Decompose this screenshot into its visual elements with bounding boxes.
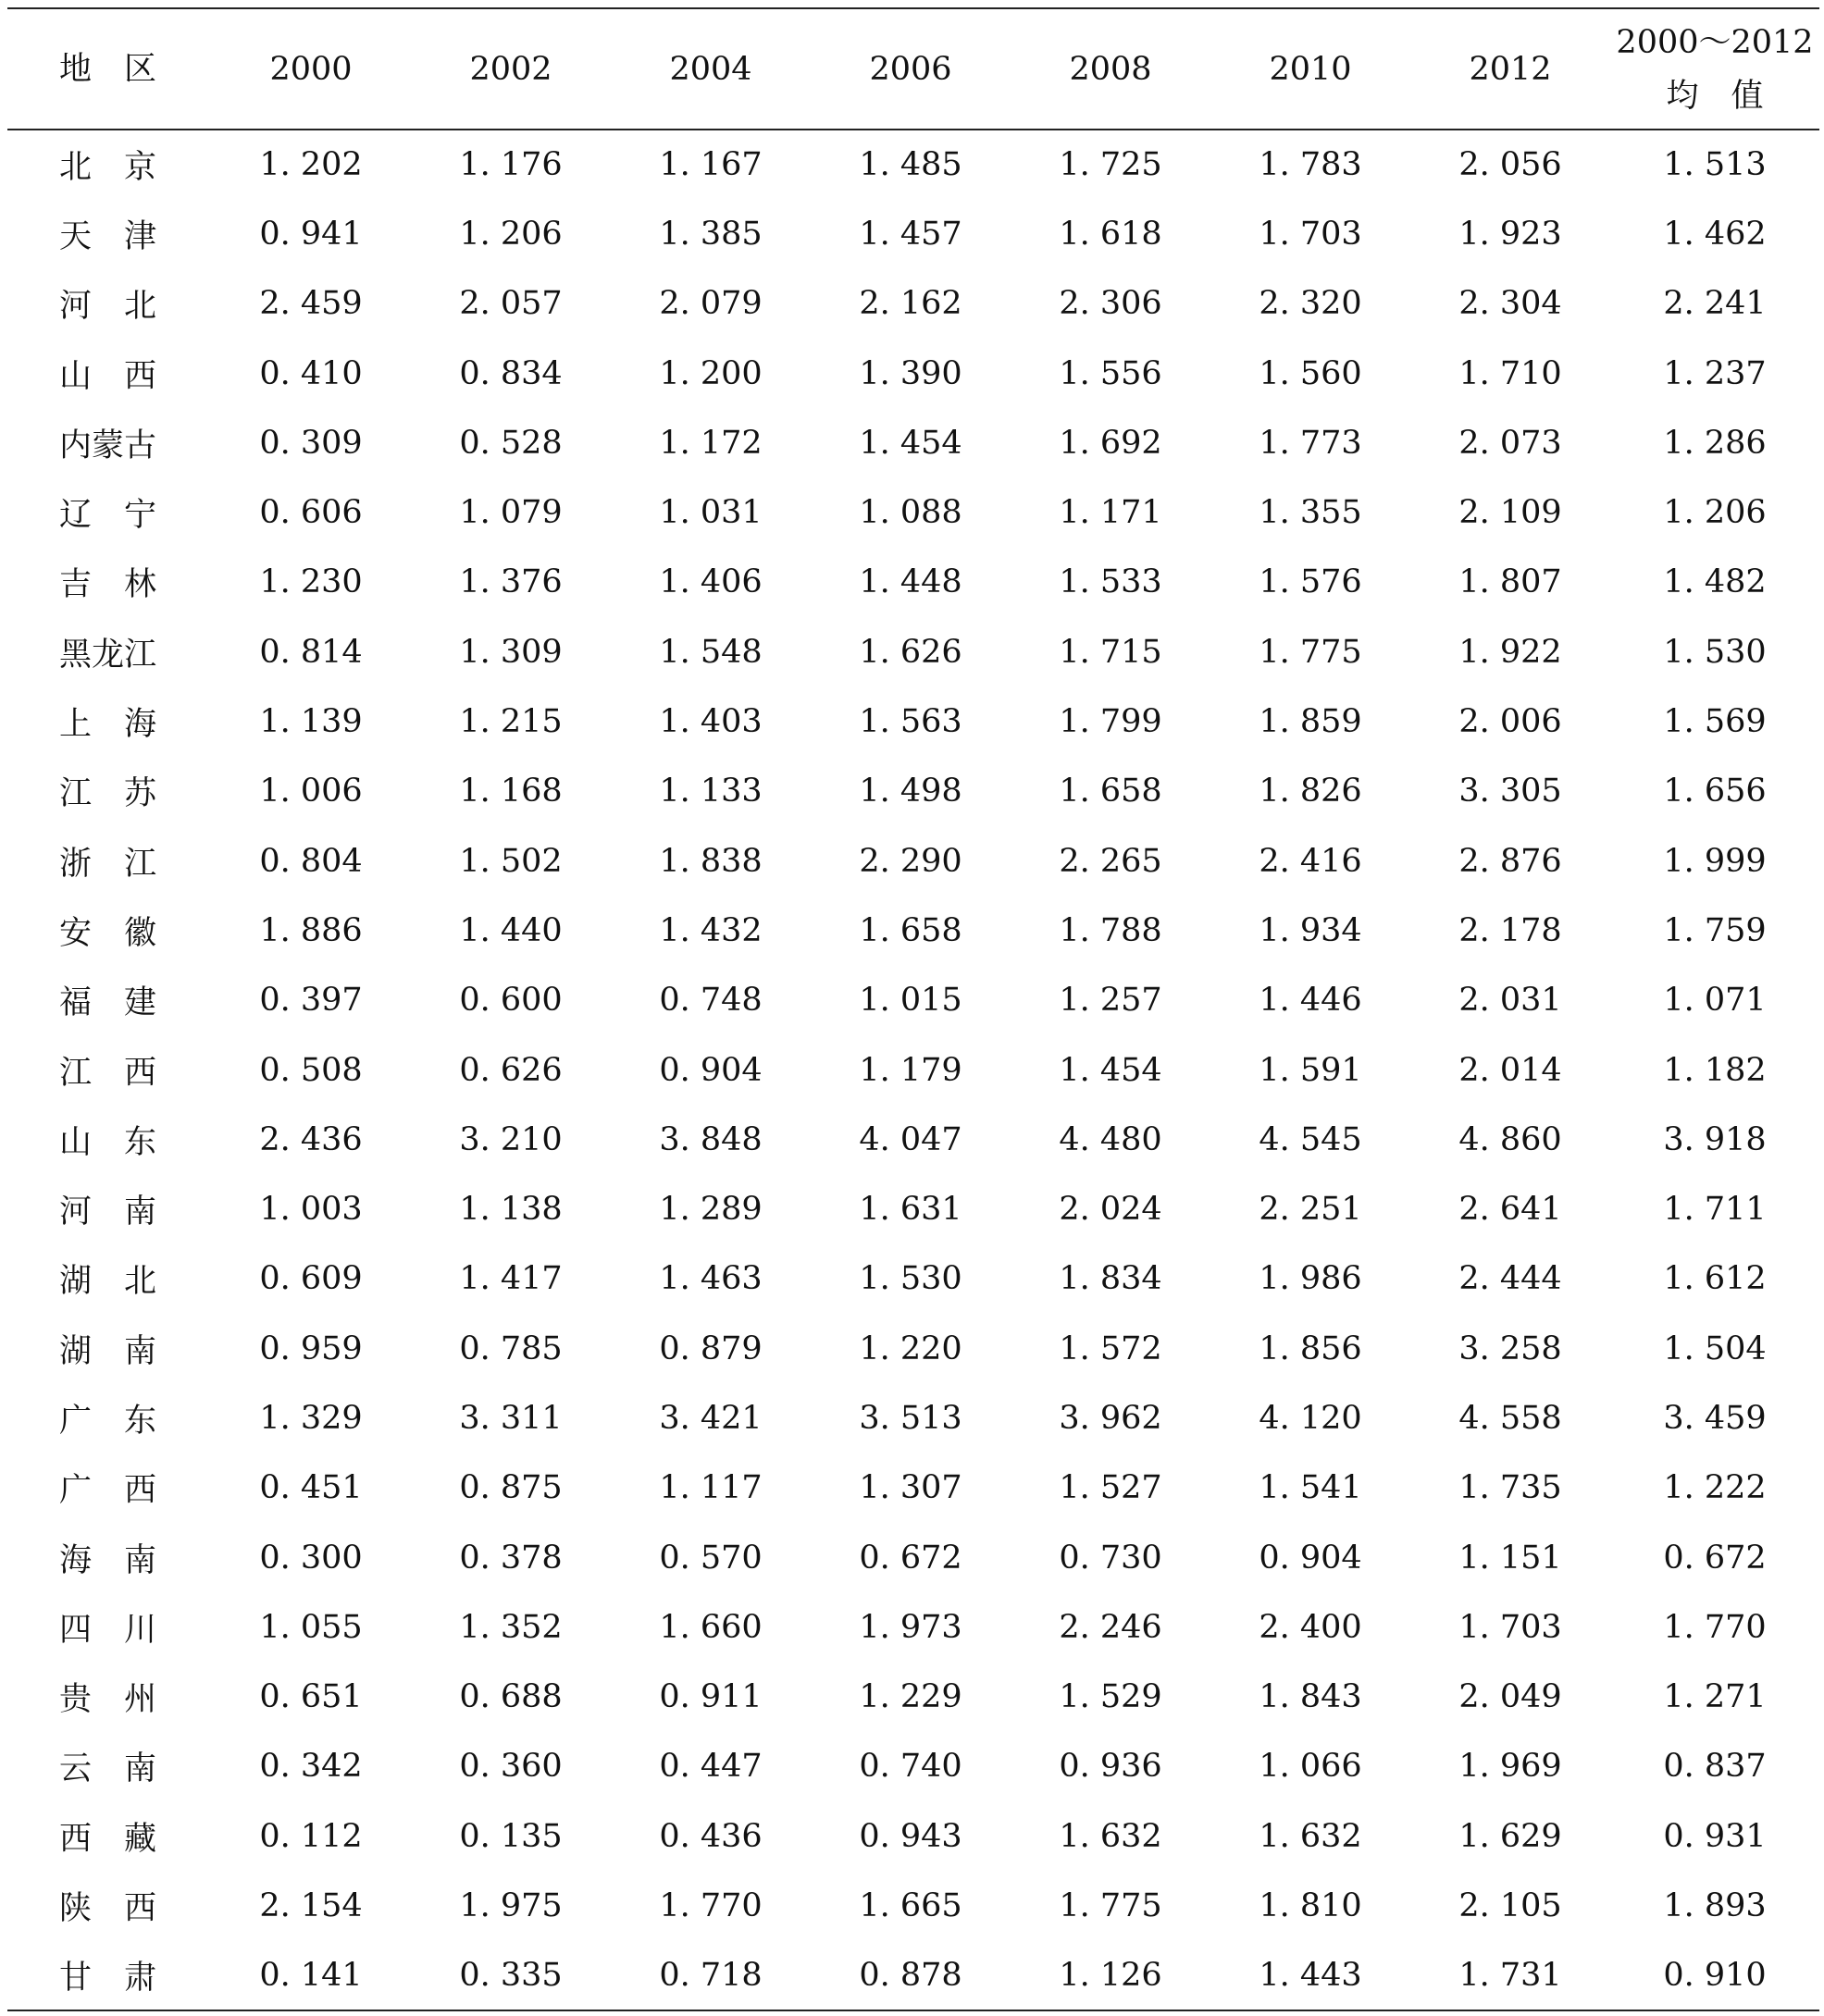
- region-cell: 四 川: [59, 1611, 157, 1649]
- value-cell-mean: 1. 999: [1663, 842, 1767, 880]
- value-cell-2000: 0. 814: [259, 633, 363, 671]
- value-cell-2012: 4. 860: [1458, 1120, 1562, 1158]
- value-cell-2002: 3. 311: [459, 1399, 563, 1437]
- value-cell-2012: 3. 258: [1458, 1330, 1562, 1367]
- table-row: [7, 826, 1819, 896]
- header-year-2006: 2006: [811, 8, 1011, 130]
- region-cell: 江 苏: [59, 775, 157, 813]
- value-cell-2000: 0. 397: [259, 982, 363, 1020]
- value-cell-2010: 1. 541: [1259, 1469, 1362, 1507]
- value-cell-2000: 1. 886: [259, 911, 363, 949]
- value-cell-2006: 1. 973: [859, 1608, 962, 1646]
- value-cell-2004: 0. 436: [659, 1817, 763, 1855]
- header-mean-period: 2000～2012: [1616, 23, 1814, 61]
- value-cell-2012: 2. 105: [1458, 1887, 1562, 1925]
- value-cell-mean: 0. 910: [1610, 1941, 1819, 2010]
- value-cell-mean: 1. 530: [1663, 633, 1767, 671]
- value-cell-2010: 2. 251: [1259, 1191, 1362, 1229]
- value-cell-2004: 1. 289: [659, 1191, 763, 1229]
- value-cell-2006: 1. 229: [859, 1678, 962, 1716]
- value-cell-2000: 0. 410: [259, 354, 363, 392]
- value-cell-2008: 1. 572: [1059, 1330, 1162, 1367]
- value-cell-2000: 0. 300: [259, 1539, 363, 1577]
- value-cell-mean: 1. 504: [1663, 1330, 1767, 1367]
- header-mean-label: 均 值: [1666, 77, 1764, 115]
- value-cell-2004: 0. 748: [659, 982, 763, 1020]
- value-cell-2010: 1. 443: [1210, 1941, 1410, 2010]
- value-cell-2006: 1. 631: [859, 1191, 962, 1229]
- value-cell-2008: 1. 556: [1059, 354, 1162, 392]
- value-cell-2010: 1. 986: [1259, 1260, 1362, 1298]
- value-cell-2004: 1. 167: [659, 146, 763, 184]
- value-cell-2004: 1. 403: [659, 703, 763, 741]
- value-cell-2010: 1. 576: [1259, 563, 1362, 601]
- value-cell-2006: 1. 626: [859, 633, 962, 671]
- value-cell-2006: 0. 672: [859, 1539, 962, 1577]
- value-cell-2012: 1. 923: [1458, 215, 1562, 253]
- value-cell-2000: 0. 112: [259, 1817, 363, 1855]
- value-cell-2002: 1. 502: [459, 842, 563, 880]
- table-row: [7, 1314, 1819, 1383]
- region-cell: 天 津: [59, 217, 157, 255]
- value-cell-2010: 1. 773: [1259, 424, 1362, 462]
- value-cell-2010: 1. 856: [1259, 1330, 1362, 1367]
- value-cell-mean: 1. 656: [1663, 773, 1767, 810]
- value-cell-2002: 0. 875: [459, 1469, 563, 1507]
- value-cell-2006: 1. 457: [859, 215, 962, 253]
- region-cell: 甘 肃: [7, 1941, 211, 2010]
- value-cell-2012: 2. 109: [1458, 494, 1562, 532]
- value-cell-2008: 1. 658: [1059, 773, 1162, 810]
- table-row: [7, 1453, 1819, 1523]
- data-table: [7, 7, 1819, 2011]
- value-cell-2002: 0. 600: [459, 982, 563, 1020]
- value-cell-mean: 1. 222: [1663, 1469, 1767, 1507]
- value-cell-2000: 2. 459: [259, 285, 363, 323]
- value-cell-2010: 1. 783: [1259, 146, 1362, 184]
- region-cell: 河 南: [59, 1194, 157, 1231]
- value-cell-2006: 1. 454: [859, 424, 962, 462]
- value-cell-2012: 1. 151: [1458, 1539, 1562, 1577]
- value-cell-mean: 1. 237: [1663, 354, 1767, 392]
- value-cell-2004: 0. 570: [659, 1539, 763, 1577]
- region-cell: 陕 西: [59, 1890, 157, 1928]
- value-cell-2008: 1. 775: [1059, 1887, 1162, 1925]
- value-cell-mean: 1. 612: [1663, 1260, 1767, 1298]
- value-cell-2000: 1. 202: [259, 146, 363, 184]
- region-cell: 贵 州: [59, 1681, 157, 1719]
- table-row: [7, 617, 1819, 686]
- value-cell-mean: 1. 770: [1663, 1608, 1767, 1646]
- region-cell: 湖 南: [59, 1332, 157, 1370]
- region-cell: 西 藏: [59, 1820, 157, 1858]
- value-cell-2004: 3. 421: [659, 1399, 763, 1437]
- region-cell: 浙 江: [59, 845, 157, 883]
- table-row: [7, 1244, 1819, 1314]
- value-cell-mean: 1. 271: [1663, 1678, 1767, 1716]
- value-cell-2000: 0. 309: [259, 424, 363, 462]
- value-cell-2004: 1. 838: [659, 842, 763, 880]
- value-cell-2004: 1. 432: [659, 911, 763, 949]
- value-cell-2006: 1. 530: [859, 1260, 962, 1298]
- value-cell-2012: 1. 922: [1458, 633, 1562, 671]
- value-cell-2012: 2. 006: [1458, 703, 1562, 741]
- value-cell-2010: 1. 703: [1259, 215, 1362, 253]
- value-cell-mean: 0. 672: [1663, 1539, 1767, 1577]
- value-cell-2004: 1. 770: [659, 1887, 763, 1925]
- value-cell-2006: 1. 658: [859, 911, 962, 949]
- table-row: [7, 199, 1819, 268]
- table-row: [7, 269, 1819, 339]
- value-cell-mean: 1. 569: [1663, 703, 1767, 741]
- value-cell-2000: 2. 154: [259, 1887, 363, 1925]
- value-cell-2002: 1. 440: [459, 911, 563, 949]
- table-row: [7, 896, 1819, 965]
- value-cell-2012: 1. 969: [1458, 1748, 1562, 1786]
- value-cell-2004: 1. 133: [659, 773, 763, 810]
- value-cell-2006: 2. 290: [859, 842, 962, 880]
- value-cell-2012: 2. 304: [1458, 285, 1562, 323]
- value-cell-2002: 1. 168: [459, 773, 563, 810]
- table-body: [7, 130, 1819, 2010]
- value-cell-2012: 1. 703: [1458, 1608, 1562, 1646]
- value-cell-2002: 1. 376: [459, 563, 563, 601]
- value-cell-2002: 1. 215: [459, 703, 563, 741]
- value-cell-2004: 0. 904: [659, 1051, 763, 1089]
- value-cell-2004: 1. 172: [659, 424, 763, 462]
- value-cell-2002: 3. 210: [459, 1120, 563, 1158]
- value-cell-2006: 1. 088: [859, 494, 962, 532]
- value-cell-2006: 2. 162: [859, 285, 962, 323]
- value-cell-2008: 1. 799: [1059, 703, 1162, 741]
- table-row: [7, 1383, 1819, 1453]
- value-cell-2000: 0. 342: [259, 1748, 363, 1786]
- table-row: [7, 1035, 1819, 1105]
- value-cell-2002: 0. 360: [459, 1748, 563, 1786]
- value-cell-2004: 3. 848: [659, 1120, 763, 1158]
- value-cell-2010: 1. 934: [1259, 911, 1362, 949]
- value-cell-2006: 1. 485: [859, 146, 962, 184]
- value-cell-2006: 1. 390: [859, 354, 962, 392]
- region-cell: 广 西: [59, 1472, 157, 1510]
- value-cell-2008: 1. 454: [1059, 1051, 1162, 1089]
- value-cell-mean: 2. 241: [1663, 285, 1767, 323]
- value-cell-2012: 1. 807: [1458, 563, 1562, 601]
- value-cell-mean: 1. 286: [1663, 424, 1767, 462]
- value-cell-2008: 1. 618: [1059, 215, 1162, 253]
- table-row: [7, 686, 1819, 756]
- value-cell-2004: 0. 911: [659, 1678, 763, 1716]
- value-cell-2008: 1. 692: [1059, 424, 1162, 462]
- value-cell-2010: 1. 843: [1259, 1678, 1362, 1716]
- value-cell-2010: 1. 775: [1259, 633, 1362, 671]
- value-cell-2010: 4. 120: [1259, 1399, 1362, 1437]
- region-cell: 内蒙古: [59, 427, 157, 464]
- value-cell-2002: 0. 135: [459, 1817, 563, 1855]
- header-year-2000: 2000: [211, 8, 411, 130]
- region-cell: 北 京: [59, 149, 157, 187]
- region-cell: 广 东: [59, 1402, 157, 1440]
- value-cell-mean: 3. 459: [1663, 1399, 1767, 1437]
- value-cell-2004: 1. 200: [659, 354, 763, 392]
- value-cell-2008: 2. 306: [1059, 285, 1162, 323]
- value-cell-2004: 1. 548: [659, 633, 763, 671]
- value-cell-2000: 1. 329: [259, 1399, 363, 1437]
- value-cell-2004: 1. 660: [659, 1608, 763, 1646]
- table-row: [7, 1523, 1819, 1592]
- value-cell-2008: 1. 527: [1059, 1469, 1162, 1507]
- value-cell-2004: 1. 117: [659, 1469, 763, 1507]
- value-cell-2012: 3. 305: [1458, 773, 1562, 810]
- value-cell-2010: 1. 446: [1259, 982, 1362, 1020]
- table-row: [7, 1592, 1819, 1662]
- value-cell-mean: 1. 711: [1663, 1191, 1767, 1229]
- value-cell-2006: 1. 448: [859, 563, 962, 601]
- value-cell-2006: 1. 179: [859, 1051, 962, 1089]
- value-cell-2010: 1. 826: [1259, 773, 1362, 810]
- value-cell-2002: 0. 834: [459, 354, 563, 392]
- table-row: [7, 757, 1819, 826]
- value-cell-2006: 0. 740: [859, 1748, 962, 1786]
- value-cell-2012: 1. 735: [1458, 1469, 1562, 1507]
- table-row: [7, 339, 1819, 408]
- value-cell-2002: 0. 626: [459, 1051, 563, 1089]
- header-row: [7, 8, 1819, 130]
- value-cell-2000: 1. 139: [259, 703, 363, 741]
- value-cell-2012: 2. 073: [1458, 424, 1562, 462]
- table-row: [7, 1174, 1819, 1243]
- value-cell-2012: 2. 876: [1458, 842, 1562, 880]
- table-header: [7, 8, 1819, 130]
- value-cell-2000: 0. 141: [211, 1941, 411, 2010]
- value-cell-2008: 2. 246: [1059, 1608, 1162, 1646]
- value-cell-mean: 1. 462: [1663, 215, 1767, 253]
- value-cell-2012: 1. 731: [1410, 1941, 1610, 2010]
- table-row: [7, 966, 1819, 1035]
- table-row: [7, 1663, 1819, 1732]
- value-cell-mean: 1. 759: [1663, 911, 1767, 949]
- table-row: [7, 1801, 1819, 1871]
- value-cell-2010: 1. 632: [1259, 1817, 1362, 1855]
- value-cell-2006: 0. 878: [811, 1941, 1011, 2010]
- value-cell-2004: 0. 879: [659, 1330, 763, 1367]
- value-cell-mean: 1. 893: [1663, 1887, 1767, 1925]
- value-cell-2006: 1. 015: [859, 982, 962, 1020]
- header-year-2012: 2012: [1410, 8, 1610, 130]
- table-row: [7, 1105, 1819, 1174]
- value-cell-2000: 0. 451: [259, 1469, 363, 1507]
- table-row: [7, 1941, 1819, 2010]
- table-row: [7, 408, 1819, 477]
- value-cell-2000: 1. 055: [259, 1608, 363, 1646]
- value-cell-2006: 1. 563: [859, 703, 962, 741]
- value-cell-2000: 0. 609: [259, 1260, 363, 1298]
- value-cell-2012: 1. 710: [1458, 354, 1562, 392]
- value-cell-2002: 0. 528: [459, 424, 563, 462]
- value-cell-2006: 1. 665: [859, 1887, 962, 1925]
- value-cell-2010: 2. 320: [1259, 285, 1362, 323]
- value-cell-2000: 0. 651: [259, 1678, 363, 1716]
- value-cell-mean: 1. 206: [1663, 494, 1767, 532]
- value-cell-2008: 1. 788: [1059, 911, 1162, 949]
- value-cell-2010: 0. 904: [1259, 1539, 1362, 1577]
- table-row: [7, 1732, 1819, 1801]
- value-cell-2010: 1. 591: [1259, 1051, 1362, 1089]
- region-cell: 黑龙江: [59, 636, 157, 674]
- header-year-2008: 2008: [1011, 8, 1210, 130]
- value-cell-2004: 0. 447: [659, 1748, 763, 1786]
- value-cell-2012: 2. 444: [1458, 1260, 1562, 1298]
- region-cell: 山 西: [59, 357, 157, 395]
- value-cell-2002: 1. 079: [459, 494, 563, 532]
- value-cell-2012: 2. 178: [1458, 911, 1562, 949]
- value-cell-mean: 1. 182: [1663, 1051, 1767, 1089]
- value-cell-2006: 0. 943: [859, 1817, 962, 1855]
- value-cell-mean: 0. 837: [1663, 1748, 1767, 1786]
- table-row: [7, 477, 1819, 547]
- value-cell-2002: 0. 688: [459, 1678, 563, 1716]
- region-cell: 江 西: [59, 1054, 157, 1092]
- value-cell-2012: 1. 629: [1458, 1817, 1562, 1855]
- value-cell-2004: 1. 031: [659, 494, 763, 532]
- table-row: [7, 1871, 1819, 1940]
- value-cell-2002: 0. 335: [411, 1941, 611, 2010]
- value-cell-2004: 1. 385: [659, 215, 763, 253]
- value-cell-2010: 1. 355: [1259, 494, 1362, 532]
- value-cell-2004: 2. 079: [659, 285, 763, 323]
- value-cell-2008: 1. 126: [1011, 1941, 1210, 2010]
- value-cell-2000: 0. 941: [259, 215, 363, 253]
- value-cell-2000: 0. 508: [259, 1051, 363, 1089]
- value-cell-2004: 1. 463: [659, 1260, 763, 1298]
- value-cell-2008: 1. 834: [1059, 1260, 1162, 1298]
- value-cell-2002: 1. 176: [459, 146, 563, 184]
- value-cell-2010: 4. 545: [1259, 1120, 1362, 1158]
- value-cell-2008: 1. 715: [1059, 633, 1162, 671]
- value-cell-2012: 2. 641: [1458, 1191, 1562, 1229]
- value-cell-2002: 1. 975: [459, 1887, 563, 1925]
- value-cell-2000: 1. 006: [259, 773, 363, 810]
- value-cell-2000: 0. 606: [259, 494, 363, 532]
- value-cell-2000: 0. 959: [259, 1330, 363, 1367]
- value-cell-2006: 1. 307: [859, 1469, 962, 1507]
- value-cell-mean: 0. 931: [1663, 1817, 1767, 1855]
- value-cell-2002: 1. 138: [459, 1191, 563, 1229]
- value-cell-2008: 2. 265: [1059, 842, 1162, 880]
- value-cell-2002: 0. 378: [459, 1539, 563, 1577]
- table-row: [7, 130, 1819, 199]
- value-cell-2004: 1. 406: [659, 563, 763, 601]
- value-cell-2012: 2. 056: [1458, 146, 1562, 184]
- value-cell-2012: 2. 014: [1458, 1051, 1562, 1089]
- value-cell-2006: 1. 220: [859, 1330, 962, 1367]
- value-cell-2000: 0. 804: [259, 842, 363, 880]
- table-row: [7, 548, 1819, 617]
- value-cell-2002: 0. 785: [459, 1330, 563, 1367]
- value-cell-2008: 1. 529: [1059, 1678, 1162, 1716]
- value-cell-2012: 2. 049: [1458, 1678, 1562, 1716]
- value-cell-mean: 3. 918: [1663, 1120, 1767, 1158]
- value-cell-2010: 1. 810: [1259, 1887, 1362, 1925]
- region-cell: 海 南: [59, 1541, 157, 1579]
- region-cell: 福 建: [59, 984, 157, 1022]
- value-cell-2010: 1. 066: [1259, 1748, 1362, 1786]
- value-cell-2000: 2. 436: [259, 1120, 363, 1158]
- value-cell-2010: 1. 560: [1259, 354, 1362, 392]
- region-cell: 云 南: [59, 1750, 157, 1788]
- value-cell-2010: 2. 400: [1259, 1608, 1362, 1646]
- value-cell-2002: 1. 206: [459, 215, 563, 253]
- value-cell-2010: 2. 416: [1259, 842, 1362, 880]
- value-cell-mean: 1. 482: [1663, 563, 1767, 601]
- value-cell-2008: 1. 533: [1059, 563, 1162, 601]
- region-cell: 湖 北: [59, 1263, 157, 1301]
- value-cell-2008: 3. 962: [1059, 1399, 1162, 1437]
- region-cell: 河 北: [59, 288, 157, 326]
- value-cell-2008: 2. 024: [1059, 1191, 1162, 1229]
- value-cell-2002: 1. 309: [459, 633, 563, 671]
- value-cell-2000: 1. 230: [259, 563, 363, 601]
- value-cell-2002: 1. 352: [459, 1608, 563, 1646]
- value-cell-mean: 1. 071: [1663, 982, 1767, 1020]
- region-cell: 上 海: [59, 706, 157, 744]
- region-cell: 安 徽: [59, 914, 157, 952]
- header-year-2002: 2002: [411, 8, 611, 130]
- value-cell-2008: 1. 257: [1059, 982, 1162, 1020]
- value-cell-2008: 4. 480: [1059, 1120, 1162, 1158]
- value-cell-2000: 1. 003: [259, 1191, 363, 1229]
- value-cell-2006: 4. 047: [859, 1120, 962, 1158]
- value-cell-2002: 2. 057: [459, 285, 563, 323]
- value-cell-2008: 1. 725: [1059, 146, 1162, 184]
- value-cell-2012: 2. 031: [1458, 982, 1562, 1020]
- value-cell-mean: 1. 513: [1663, 146, 1767, 184]
- region-cell: 吉 林: [59, 566, 157, 604]
- value-cell-2008: 0. 730: [1059, 1539, 1162, 1577]
- value-cell-2006: 3. 513: [859, 1399, 962, 1437]
- value-cell-2008: 1. 632: [1059, 1817, 1162, 1855]
- value-cell-2012: 4. 558: [1458, 1399, 1562, 1437]
- value-cell-2004: 0. 718: [611, 1941, 811, 2010]
- region-cell: 山 东: [59, 1123, 157, 1161]
- header-year-2010: 2010: [1210, 8, 1410, 130]
- region-cell: 辽 宁: [59, 497, 157, 535]
- value-cell-2008: 0. 936: [1059, 1748, 1162, 1786]
- value-cell-2010: 1. 859: [1259, 703, 1362, 741]
- header-mean: [1610, 8, 1819, 130]
- value-cell-2008: 1. 171: [1059, 494, 1162, 532]
- header-year-2004: 2004: [611, 8, 811, 130]
- value-cell-2002: 1. 417: [459, 1260, 563, 1298]
- value-cell-2006: 1. 498: [859, 773, 962, 810]
- header-region: 地 区: [7, 8, 211, 130]
